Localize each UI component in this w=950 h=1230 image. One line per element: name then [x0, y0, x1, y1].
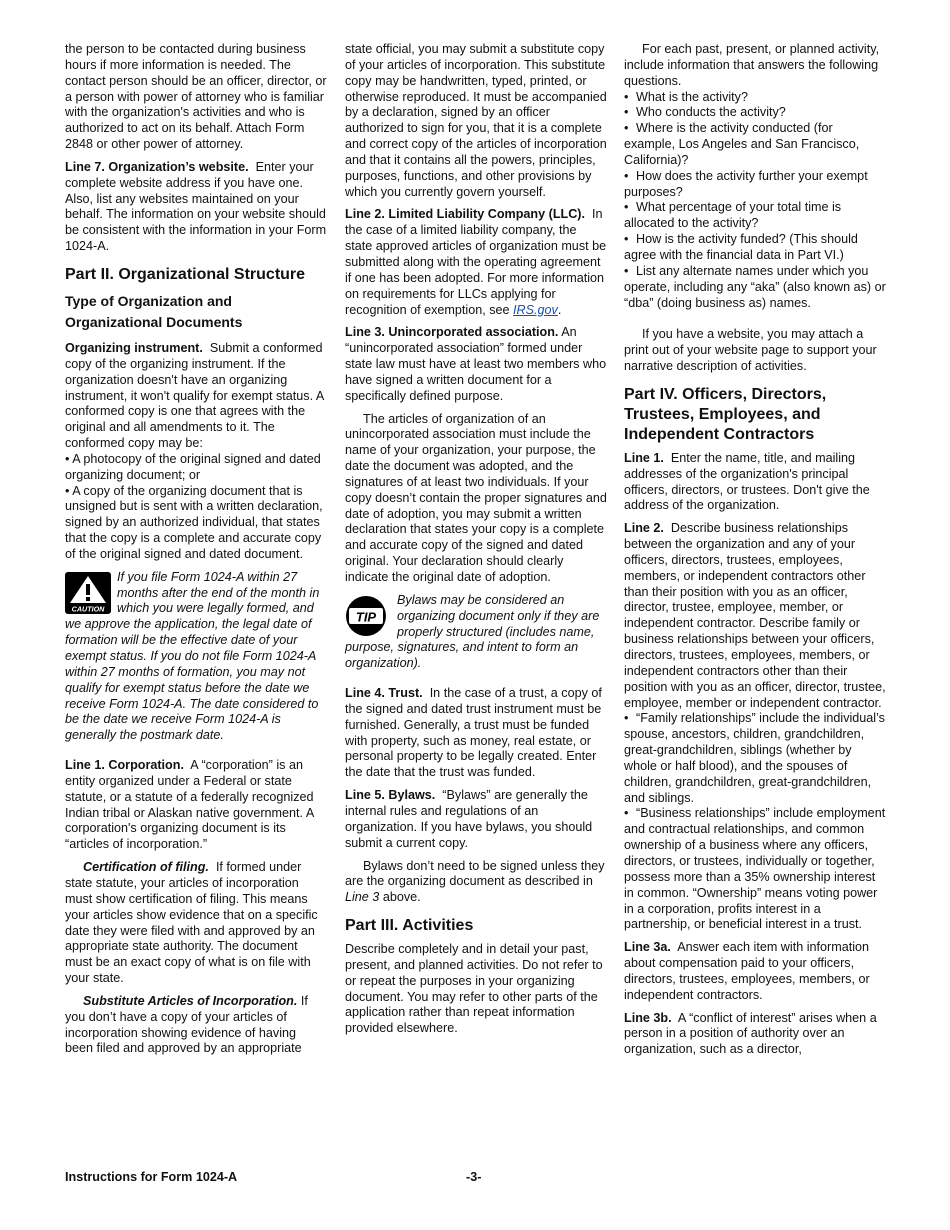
organizing-instrument-paragraph — [65, 341, 327, 452]
part4-line2-paragraph — [624, 521, 886, 711]
line2-llc-text: In the case of a limited liability company, the state approved articles of organization must be submitted along with the operating agreement if one has been adopted. For more information on requirements for LLCs applying for recognition of exemption, see — [345, 207, 607, 317]
tip-callout — [345, 593, 607, 672]
activity-questions-list — [624, 90, 886, 312]
part2-subtitle: Type of Organization and Organizational Documents — [65, 292, 243, 330]
part4-line2-heading: Line 2. — [624, 521, 664, 536]
organizing-instrument-heading: Organizing instrument. — [65, 340, 203, 355]
line5-bylaws-text: “Bylaws” are generally the internal rules and regulations of an organization. If you have bylaws, you should submit a current copy. — [345, 788, 593, 850]
substitute-articles-paragraph — [65, 994, 327, 1057]
line5-bylaws-paragraph — [345, 788, 607, 851]
tip-text: Bylaws may be considered an organizing document only if they are properly structured (includes name, purpose, signatures, and intent to form an organization). — [345, 592, 600, 671]
list-item: • List any alternate names under which you operate, including any “aka” (also known as) or “dba” (doing business as) names. — [624, 263, 886, 310]
list-item: • Where is the activity conducted (for example, Los Angeles and San Francisco, California)? — [624, 121, 860, 167]
irs-gov-link[interactable]: IRS.gov — [513, 302, 558, 317]
bylaws-signature-paragraph — [345, 859, 607, 907]
line4-trust-text: In the case of a trust, a copy of the signed and dated trust instrument must be furnished. Generally, a trust must be funded with property, such as money, real estate, or personal property to be legally created. Enter the date that the trust was funded. — [345, 686, 602, 780]
tip-label: TIP — [355, 609, 377, 625]
line1-corporation-heading: Line 1. Corporation. — [65, 758, 184, 773]
substitute-continued-paragraph: state official, you may submit a substitute copy of your articles of incorporation. This substitute copy may be handwritten, typed, printed, or otherwise reproduced. It must be accompanied by a declaration, signed by an officer authorized to sign for you, that it is a complete and correct copy of the articles of incorporation and that it contains all the powers, principles, purposes, functions, and other provisions by which you currently govern yourself. — [345, 42, 607, 199]
list-item: • How is the activity funded? (This should agree with the financial data in Part VI.) — [624, 232, 858, 262]
family-relationships-bullet: • “Family relationships” include the individual’s spouse, ancestors, children, grandchildren, great-grandchildren, siblings (whether by whole or half blood), and the spouses of children, grandchildren, great-grandchildren, and siblings. — [624, 711, 885, 805]
bylaws-signature-end: above. — [382, 890, 421, 905]
articles-of-organization-paragraph: The articles of organization of an unincorporated association must include the name of your organization, your purpose, the date the document was adopted, and the signatures of at least two individuals. If your copy doesn’t contain the proper signatures and date of adoption, you may submit a written declaration that states your copy is a complete and accurate copy of the signed and dated original. Your declaration should clearly indicate the original date of adoption. — [345, 411, 607, 584]
line3-association-text: An “unincorporated association” formed under state law must have at least two members who have signed a written document for a specifically defined purpose. — [345, 325, 607, 403]
line2-llc-paragraph — [345, 207, 607, 318]
caution-callout — [65, 570, 327, 744]
footer-form-title: Instructions for Form 1024-A — [65, 1170, 238, 1184]
website-printout-paragraph: If you have a website, you may attach a print out of your website page to support your narrative description of activities. — [624, 327, 877, 374]
caution-text: If you file Form 1024-A within 27 months after the end of the month in which you were legally formed, and we approve the application, the legal date of formation will be the effective date of your exempt status. If you do not file Form 1024-A within 27 months of formation, you may not qualify for exempt status before the date we receive Form 1024-A. The date considered to be the date we receive Form 1024-A is generally the postmark date. — [65, 569, 320, 743]
certification-text: If formed under state statute, your articles of incorporation must show certification of filing. This means your articles show evidence that on a specific date they were filed with and approved by an appropriate state authority. The document must be an exact copy of what is on file with your state. — [65, 860, 318, 986]
part4-line3a-heading: Line 3a. — [624, 940, 671, 955]
column-3 — [624, 42, 886, 1065]
caution-icon — [65, 572, 111, 614]
part4-line2-text: Describe business relationships between the organization and any of your officers, directors, trustees, employees, members, or independent contractors other than their position with you as an officer, director, trustee, employee, member, or independent contractor. Describe family or business relationships between your officers, directors, trustees, employees, members, or independent contractors other than their position with you as an officer, director, trustee, employee, member or independent contractor. — [624, 521, 886, 710]
bylaws-signature-text: Bylaws don’t need to be signed unless they are the organizing document as described in — [345, 858, 605, 889]
business-relationships-bullet: • “Business relationships” include employment and contractual relationships, and common ownership of a business where any officers, directors, or trustees, individually or together, possess more than a 35% ownership interest in common. “Ownership” means voting power in a corporation, profits interest in a partnership, or beneficial interest in a trust. — [624, 806, 886, 932]
activity-questions-intro: For each past, present, or planned activity, include information that answers the following questions. — [624, 42, 880, 88]
part4-title: Part IV. Officers, Directors, Trustees, Employees, and Independent Contractors — [624, 385, 827, 443]
line4-trust-paragraph — [345, 686, 607, 781]
certification-heading: Certification of filing. — [83, 860, 209, 875]
line1-corporation-paragraph — [65, 758, 327, 853]
part4-line3a-paragraph — [624, 940, 886, 1003]
line2-llc-heading: Line 2. Limited Liability Company (LLC). — [345, 207, 585, 222]
line2-llc-end: . — [557, 302, 562, 317]
organizing-bullet-2: • A copy of the organizing document that is unsigned but is sent with a written declaration, signed by an authorized individual, that states that the copy is a complete and accurate copy of the original signed and dated document. — [65, 483, 323, 561]
contact-paragraph: the person to be contacted during business hours if more information is needed. The contact person should be an officer, director, or a person with power of attorney who is familiar with the organization's activities and who is authorized to act on its behalf. Attach Form 2848 or other power of attorney. — [65, 42, 327, 152]
footer-page-number: -3- — [466, 1170, 482, 1184]
line3-reference: Line 3 — [345, 890, 380, 905]
organizing-bullet-1: • A photocopy of the original signed and dated organizing document; or — [65, 451, 321, 482]
part4-line1-paragraph — [624, 451, 886, 514]
part2-title: Part II. Organizational Structure — [65, 265, 306, 283]
substitute-articles-text: If you don’t have a copy of your articles of incorporation showing evidence of having been filed and approved by an appropriate — [65, 993, 308, 1056]
line1-corporation-text: A “corporation” is an entity organized under a Federal or state statute, or a statute of a federally recognized Indian tribal or Alaskan native government. A corporation's organizing document is its “articles of incorporation.” — [65, 758, 314, 852]
tip-icon — [345, 595, 391, 637]
list-item: • Who conducts the activity? — [624, 105, 786, 120]
line7-paragraph — [65, 160, 327, 255]
line5-bylaws-heading: Line 5. Bylaws. — [345, 788, 436, 803]
part3-title: Part III. Activities — [345, 917, 474, 935]
line4-trust-heading: Line 4. Trust. — [345, 686, 423, 701]
substitute-articles-heading: Substitute Articles of Incorporation. — [83, 993, 298, 1008]
organizing-instrument-text: Submit a conformed copy of the organizing instrument. If the organization doesn't have an organizing instrument, it won't qualify for exempt status. A conformed copy is one that agrees with the original and all amendments to it. The conformed copy may be: — [65, 340, 324, 451]
certification-paragraph — [65, 860, 327, 987]
column-2 — [345, 42, 607, 1044]
part4-line3a-text: Answer each item with information about compensation paid to your officers, directors, trustees, employees, members, or independent contractors. — [624, 940, 870, 1002]
part4-line3b-text: A “conflict of interest” arises when a person in a position of authority over an organization, such as a director, — [624, 1010, 877, 1057]
part4-line3b-heading: Line 3b. — [624, 1010, 672, 1025]
list-item: • What is the activity? — [624, 89, 748, 104]
column-1 — [65, 42, 327, 1064]
caution-label: CAUTION — [71, 604, 105, 614]
line7-text: Enter your complete website address if you have one. Also, list any websites maintained on your behalf. The information on your website should be consistent with the information in your Form 1024-A. — [65, 159, 327, 254]
part4-line1-text: Enter the name, title, and mailing addresses of the organization's principal officers, directors, or trustees. Don't give the address of the organization. — [624, 450, 870, 513]
line3-association-heading: Line 3. Unincorporated association. — [345, 325, 559, 340]
list-item: • What percentage of your total time is allocated to the activity? — [624, 200, 842, 231]
line7-heading: Line 7. Organization’s website. — [65, 159, 249, 174]
part3-paragraph: Describe completely and in detail your past, present, and planned activities. Do not refer to or repeat the purposes in your organizing document. You may refer to other parts of the application rather than repeat information provided elsewhere. — [345, 942, 603, 1036]
part4-line3b-paragraph — [624, 1011, 886, 1059]
line3-association-paragraph — [345, 325, 607, 404]
part4-line1-heading: Line 1. — [624, 450, 664, 465]
list-item: • How does the activity further your exempt purposes? — [624, 168, 868, 199]
